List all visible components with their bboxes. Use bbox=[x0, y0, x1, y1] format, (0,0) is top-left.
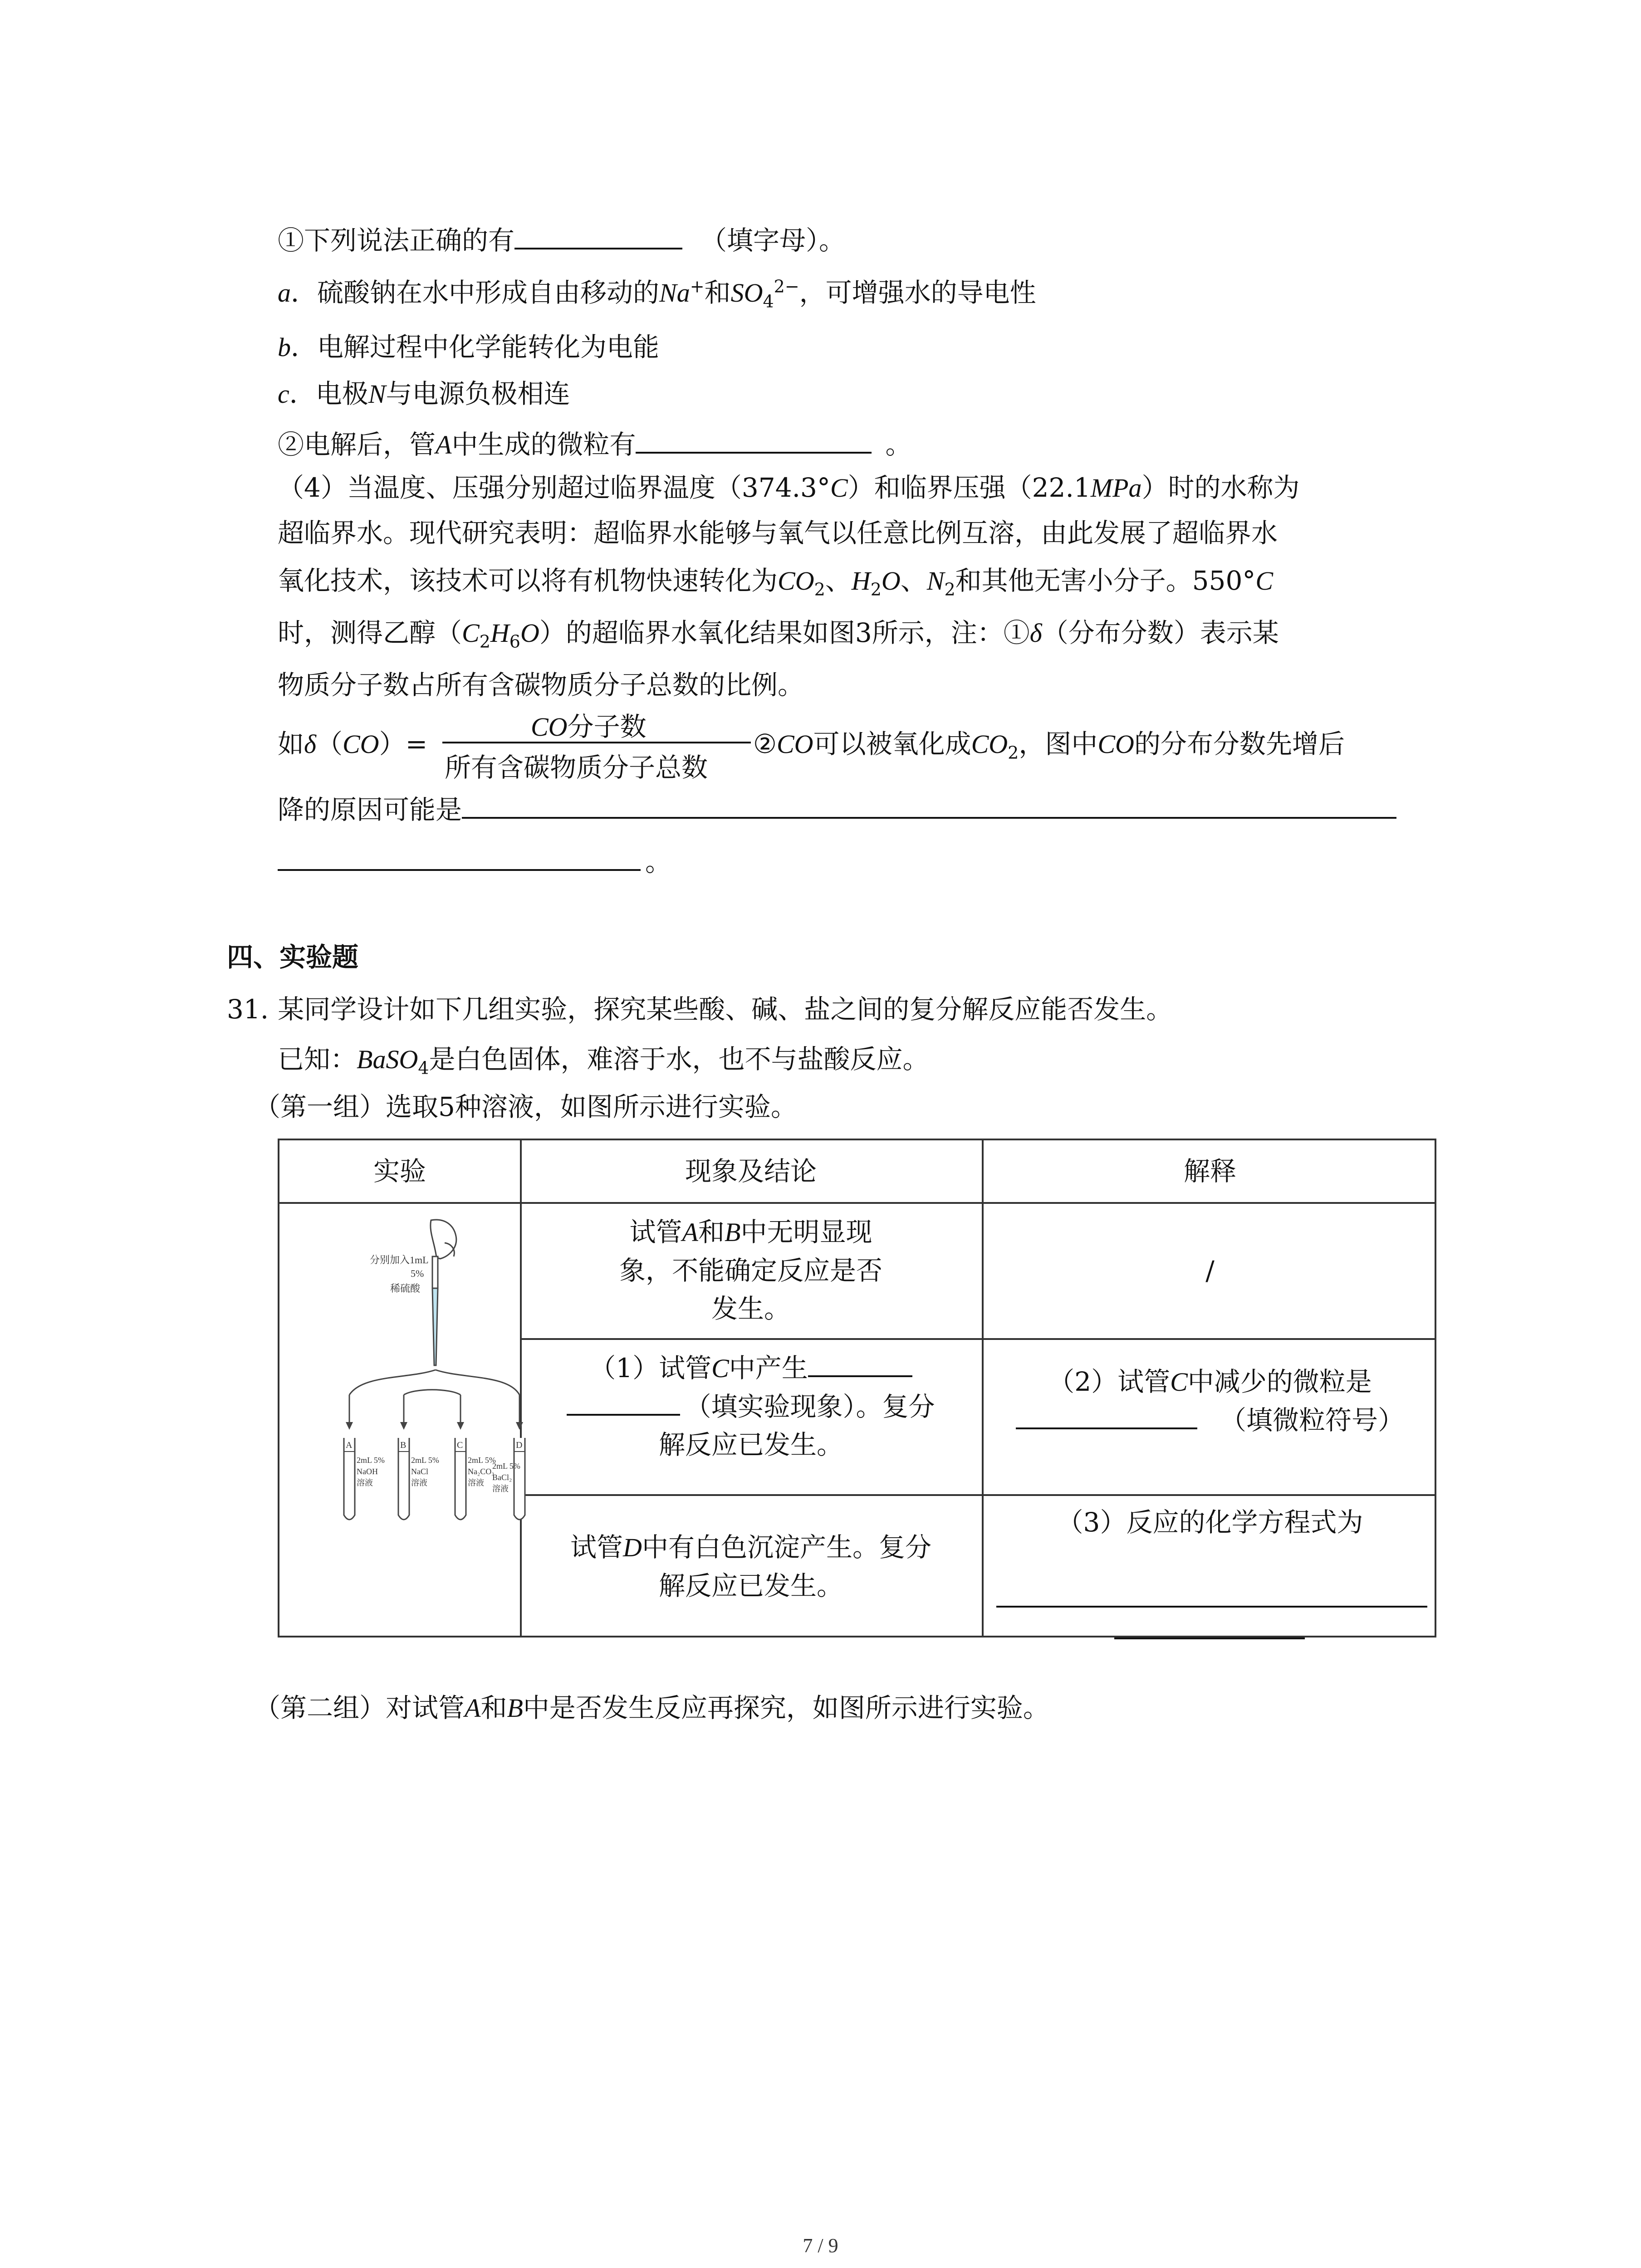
text-line: 象，不能确定反应是否 bbox=[619, 1255, 882, 1286]
superscript: + bbox=[690, 276, 705, 297]
tube-label: Na₂CO₃ bbox=[468, 1467, 495, 1476]
subscript: 4 bbox=[763, 291, 774, 312]
text: ）和临界压强（22.1 bbox=[847, 472, 1091, 503]
option-text: ，可增强水的导电性 bbox=[799, 277, 1036, 308]
formula: A bbox=[465, 1693, 481, 1723]
formula: CO bbox=[1097, 729, 1134, 759]
distribution-arrows bbox=[349, 1370, 519, 1424]
unit: C bbox=[830, 473, 848, 503]
q4-line-6 bbox=[278, 726, 427, 763]
text-line bbox=[520, 1528, 982, 1567]
text: 分子数 bbox=[567, 711, 647, 742]
formula: N bbox=[368, 379, 386, 409]
period: 。 bbox=[885, 429, 912, 460]
subscript: 2 bbox=[944, 579, 955, 600]
row1-phenomenon bbox=[520, 1213, 982, 1328]
text: （1）试管 bbox=[589, 1353, 712, 1383]
answer-blank[interactable] bbox=[808, 1350, 912, 1377]
option-a bbox=[278, 274, 1036, 311]
fraction-denominator: 所有含碳物质分子总数 bbox=[445, 752, 708, 783]
circled-number: ② bbox=[278, 429, 304, 460]
formula: A bbox=[682, 1217, 698, 1247]
text: 中是否发生反应再探究，如图所示进行实验。 bbox=[523, 1692, 1049, 1723]
text: 中无明显现 bbox=[740, 1217, 872, 1247]
text-line bbox=[520, 1213, 982, 1251]
formula: C bbox=[462, 618, 480, 648]
formula: O bbox=[881, 566, 901, 596]
text-line bbox=[982, 1401, 1438, 1439]
tube-label: 2mL 5% bbox=[357, 1456, 385, 1465]
text: 氧化技术，该技术可以将有机物快速转化为 bbox=[278, 565, 778, 596]
dropper-label: 分别加入1mL bbox=[370, 1254, 429, 1266]
q4-line-6-cont bbox=[753, 726, 1345, 763]
answer-blank[interactable] bbox=[636, 426, 872, 454]
option-text: ．硫酸钠在水中形成自由移动的 bbox=[291, 277, 660, 308]
q3-sub2-text: 电解后，管 bbox=[304, 429, 436, 460]
text: 和 bbox=[480, 1692, 507, 1723]
question-number: 31. bbox=[227, 994, 269, 1025]
formula: H bbox=[851, 566, 871, 596]
test-tube-b bbox=[398, 1438, 439, 1520]
text: ）= bbox=[379, 728, 428, 759]
answer-blank[interactable] bbox=[462, 792, 1396, 819]
text: （4）当温度、压强分别超过临界温度（374.3° bbox=[278, 472, 830, 503]
q4-line-2: 超临界水。现代研究表明：超临界水能够与氧气以任意比例互溶，由此发展了超临界水 bbox=[278, 518, 1278, 548]
option-b bbox=[278, 329, 659, 366]
text: ）时的水称为 bbox=[1141, 472, 1300, 503]
q3-sub2-text: 中生成的微粒有 bbox=[451, 429, 636, 460]
q3-sub1 bbox=[278, 222, 845, 259]
section-title: 四、实验题 bbox=[227, 942, 359, 973]
answer-blank[interactable] bbox=[278, 844, 641, 871]
q3-sub1-text: 下列说法正确的有 bbox=[304, 225, 515, 256]
answer-blank[interactable] bbox=[567, 1388, 680, 1416]
group1-intro: （第一组）选取5种溶液，如图所示进行实验。 bbox=[254, 1091, 797, 1122]
text: （ bbox=[316, 728, 343, 759]
table-divider bbox=[520, 1338, 1435, 1340]
text: 是白色固体，难溶于水，也不与盐酸反应。 bbox=[429, 1044, 929, 1075]
tube-label: 溶液 bbox=[357, 1478, 373, 1488]
text-line bbox=[520, 1349, 982, 1388]
answer-blank[interactable] bbox=[514, 222, 682, 249]
known-info bbox=[278, 1041, 929, 1078]
option-text: ．电极 bbox=[289, 378, 368, 409]
tube-label: NaCl bbox=[411, 1467, 428, 1476]
q3-sub2 bbox=[278, 426, 912, 463]
row1-explanation: / bbox=[1205, 1255, 1215, 1286]
tube-label: 溶液 bbox=[411, 1478, 427, 1488]
formula: CO bbox=[971, 729, 1008, 759]
test-tube-a bbox=[344, 1438, 385, 1520]
text: 试管 bbox=[629, 1217, 682, 1247]
text: 降的原因可能是 bbox=[278, 794, 462, 825]
text-line bbox=[982, 1363, 1438, 1401]
text: 和其他无害小分子。550° bbox=[955, 565, 1256, 596]
formula: C bbox=[711, 1354, 729, 1383]
text: 如 bbox=[278, 728, 304, 759]
text: ② bbox=[753, 728, 777, 759]
answer-blank[interactable] bbox=[1016, 1402, 1197, 1429]
tube-label: 2mL 5% bbox=[492, 1461, 520, 1471]
dropper-label: 5% bbox=[411, 1268, 424, 1279]
text: 的分布分数先增后 bbox=[1134, 728, 1345, 759]
text: 中有白色沉淀产生。复分 bbox=[642, 1532, 931, 1563]
formula: CO bbox=[343, 729, 379, 759]
tube-label: BaCl₂ bbox=[492, 1473, 512, 1482]
text-line: 发生。 bbox=[711, 1293, 790, 1324]
tube-letter: C bbox=[457, 1440, 463, 1450]
tube-label: NaOH bbox=[357, 1467, 378, 1476]
q4-line-5: 物质分子数占所有含碳物质分子总数的比例。 bbox=[278, 670, 804, 700]
question-31 bbox=[227, 991, 1172, 1027]
delta-symbol: δ bbox=[1029, 618, 1042, 648]
row2-explanation bbox=[982, 1363, 1438, 1439]
q4-line-7 bbox=[278, 792, 1396, 828]
text-line: 解反应已发生。 bbox=[658, 1570, 843, 1601]
arrow-heads bbox=[346, 1422, 523, 1430]
tube-label: 2mL 5% bbox=[468, 1456, 496, 1465]
row2-phenomenon bbox=[520, 1349, 982, 1464]
subscript: 2 bbox=[479, 631, 490, 652]
subscript: 2 bbox=[870, 579, 882, 600]
formula: A bbox=[436, 430, 452, 459]
formula: CO bbox=[778, 566, 814, 596]
formula: Na bbox=[659, 278, 690, 308]
row3-explanation: （3）反应的化学方程式为 bbox=[1057, 1507, 1363, 1538]
formula: B bbox=[725, 1217, 741, 1247]
row3-phenomenon bbox=[520, 1528, 982, 1605]
text: （第二组）对试管 bbox=[254, 1692, 465, 1723]
option-text: 和 bbox=[704, 277, 731, 308]
dropper-label: 稀硫酸 bbox=[390, 1283, 421, 1295]
text: 、 bbox=[900, 565, 927, 596]
fraction-numerator bbox=[531, 705, 647, 743]
text: （分布分数）表示某 bbox=[1042, 617, 1279, 648]
table-divider bbox=[279, 1202, 1435, 1204]
text: 可以被氧化成 bbox=[813, 728, 971, 759]
formula: BaSO bbox=[357, 1045, 418, 1074]
tube-d-labels bbox=[492, 1461, 520, 1495]
test-tube-c bbox=[455, 1438, 496, 1520]
q4-line-4 bbox=[278, 615, 1279, 651]
text: （填微粒符号） bbox=[1220, 1405, 1404, 1436]
subscript: 6 bbox=[509, 631, 520, 652]
question-text: 某同学设计如下几组实验，探究某些酸、碱、盐之间的复分解反应能否发生。 bbox=[278, 994, 1173, 1025]
formula: D bbox=[623, 1533, 642, 1562]
unit: C bbox=[1255, 566, 1274, 596]
text: 中产生 bbox=[729, 1353, 808, 1383]
text: 时，测得乙醇（ bbox=[278, 617, 462, 648]
formula: B bbox=[507, 1693, 523, 1723]
header-experiment: 实验 bbox=[373, 1156, 426, 1187]
tube-label: 溶液 bbox=[492, 1484, 509, 1493]
formula: N bbox=[926, 566, 945, 596]
text-line: 解反应已发生。 bbox=[658, 1429, 843, 1460]
header-phenomenon: 现象及结论 bbox=[685, 1156, 817, 1187]
table-divider bbox=[520, 1494, 1435, 1496]
option-text: 与电源负极相连 bbox=[386, 378, 570, 409]
unit: MPa bbox=[1090, 473, 1142, 503]
delta-symbol: δ bbox=[304, 729, 316, 759]
fraction-bar bbox=[442, 742, 751, 743]
subscript: 4 bbox=[418, 1058, 429, 1078]
text: ）的超临界水氧化结果如图3所示，注：① bbox=[539, 617, 1030, 648]
text: 已知： bbox=[278, 1044, 357, 1075]
answer-blank[interactable] bbox=[1114, 1612, 1305, 1639]
answer-blank[interactable] bbox=[996, 1580, 1427, 1608]
option-c bbox=[278, 376, 570, 412]
group2-intro bbox=[254, 1690, 1049, 1726]
tube-label: 溶液 bbox=[468, 1478, 484, 1488]
formula: SO bbox=[730, 278, 763, 308]
option-letter: a bbox=[278, 278, 291, 308]
circled-number: ① bbox=[278, 225, 304, 256]
tube-letter: A bbox=[346, 1440, 353, 1450]
page-number: 7 / 9 bbox=[803, 2234, 838, 2257]
formula: C bbox=[1170, 1367, 1188, 1397]
text: 、 bbox=[825, 565, 852, 596]
text: （2）试管 bbox=[1048, 1366, 1171, 1397]
text-line bbox=[520, 1388, 982, 1426]
option-letter: c bbox=[278, 379, 289, 409]
q3-sub1-hint: （填字母）。 bbox=[700, 225, 846, 256]
superscript: 2− bbox=[774, 276, 799, 297]
option-text: ．电解过程中化学能转化为电能 bbox=[291, 332, 660, 362]
q4-line-1 bbox=[278, 469, 1300, 506]
text: 试管 bbox=[570, 1532, 623, 1563]
q4-line-8 bbox=[278, 844, 671, 880]
tube-label: 2mL 5% bbox=[411, 1456, 439, 1465]
header-explanation: 解释 bbox=[1183, 1156, 1236, 1187]
formula: H bbox=[490, 618, 509, 648]
formula: CO bbox=[777, 729, 813, 759]
q4-line-3 bbox=[278, 562, 1273, 599]
tube-letter: B bbox=[400, 1440, 407, 1450]
text: （填实验现象）。复分 bbox=[685, 1391, 935, 1422]
text: 中减少的微粒是 bbox=[1187, 1366, 1372, 1397]
formula: CO bbox=[531, 712, 568, 742]
period: 。 bbox=[645, 846, 672, 877]
subscript: 2 bbox=[814, 579, 825, 600]
text: 和 bbox=[698, 1217, 725, 1247]
subscript: 2 bbox=[1008, 743, 1019, 763]
formula: O bbox=[520, 618, 539, 648]
option-letter: b bbox=[278, 332, 291, 362]
dropper-icon bbox=[431, 1220, 456, 1365]
tube-letter: D bbox=[516, 1440, 523, 1450]
experiment-figure bbox=[318, 1216, 526, 1569]
text: ，图中 bbox=[1019, 728, 1098, 759]
